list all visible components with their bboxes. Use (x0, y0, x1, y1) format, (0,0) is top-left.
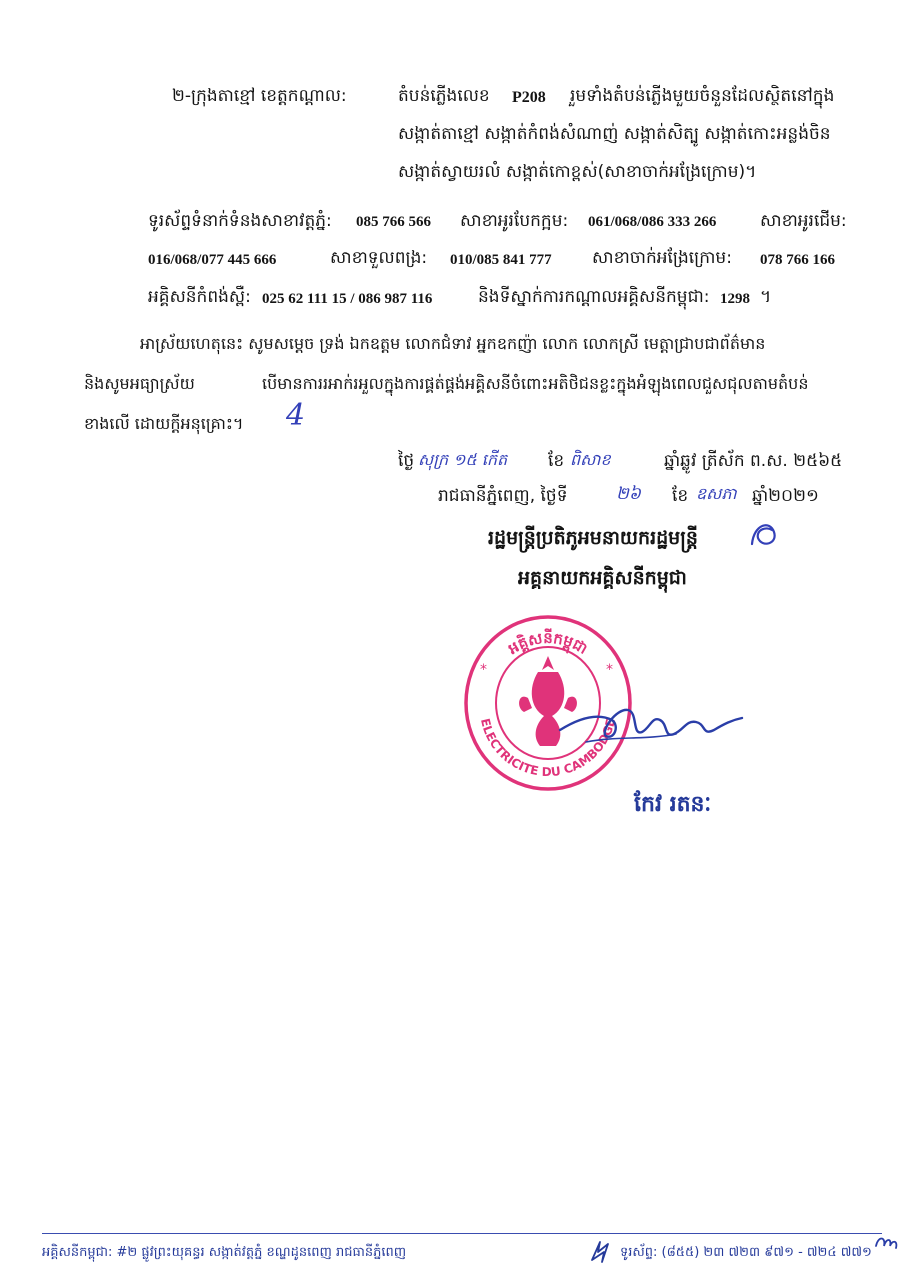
signatory-title-minister: រដ្ឋមន្ត្រីប្រតិភូអមនាយករដ្ឋមន្ត្រី (488, 527, 698, 549)
contact-number-kampong-speu: 025 62 111 15 / 086 987 116 (262, 291, 433, 307)
contact-number-ou-cheum: 016/068/077 445 666 (148, 252, 277, 268)
contact-number-toul-pong-ro: 010/085 841 777 (450, 252, 552, 268)
lunar-day-prefix: ថ្ងៃ (398, 451, 415, 471)
initial-mark-icon (744, 514, 784, 554)
contact-label-kampong-speu: អគ្គិសនីកំពង់ស្ពឺ: (148, 287, 251, 307)
signature-icon (556, 690, 746, 760)
closing-line2b: បើមានការរអាក់រអួលក្នុងការផ្គត់ផ្គង់អគ្គិសនីចំពោះអតិថិជនខ្លះក្នុងអំឡុងពេលជួសជុលតាមតំបន់ (262, 374, 809, 393)
handwritten-initial: 4 (286, 398, 306, 433)
svg-text:*: * (606, 662, 613, 678)
stamp-text-top: អគ្គិសនីកម្ពុជា (504, 629, 591, 658)
area-code: P208 (512, 89, 546, 106)
svg-text:*: * (480, 662, 487, 678)
closing-line1: អាស្រ័យហេតុនេះ សូមសម្តេច ទ្រង់ ឯកឧត្តម លោកជំទាវ អ្នកឧកញ៉ា លោក លោកស្រី មេត្តាជ្រាបជាព័ត៌មាន (140, 334, 766, 353)
footer-divider (42, 1233, 882, 1234)
contact-label-ou-baek-kaam: សាខាអូរបែកក្អម: (460, 211, 569, 231)
footer-initial-icon (872, 1232, 900, 1254)
contact-label-ou-cheum: សាខាអូរជើម: (760, 211, 847, 231)
contact-number-ou-baek-kaam: 061/068/086 333 266 (588, 214, 717, 230)
edc-logo-icon (588, 1240, 614, 1264)
solar-day: ២៦ (616, 484, 641, 504)
signatory-name: កែវ រតនៈ (634, 792, 712, 817)
contact-label-toul-pong-ro: សាខាទួលពង្រ: (330, 248, 428, 268)
contact-end-mark: ។ (760, 287, 772, 307)
solar-month-prefix: ខែ (672, 486, 689, 506)
footer-address: អគ្គិសនីកម្ពុជា: #២ ផ្លូវព្រះយុគន្ធរ សង្កាត់វត្តភ្នំ ខណ្ឌដូនពេញ រាជធានីភ្នំពេញ (42, 1245, 407, 1260)
contact-number-wat-phnom: 085 766 566 (356, 214, 431, 230)
contact-label-wat-phnom: ទូរស័ព្ទទំនាក់ទំនងសាខាវត្តភ្នំ: (148, 211, 332, 231)
section-line3: សង្កាត់ស្វាយរលំ សង្កាត់កោខ្ពស់(សាខាចាក់អង្រែក្រោម)។ (398, 162, 757, 182)
section-line2: សង្កាត់តាខ្មៅ សង្កាត់កំពង់សំណាញ់ សង្កាត់សិត្បូ សង្កាត់កោះអន្លង់ចិន (398, 124, 831, 144)
footer-phone: ទូរស័ព្ទ: (៨៥៥) ២៣ ៧២៣ ៩៧១ - ៧២៤ ៧៧១ (620, 1245, 872, 1260)
lunar-month: ពិសាខ (570, 450, 611, 469)
lunar-month-prefix: ខែ (548, 451, 565, 471)
contact-label-chak-angre: សាខាចាក់អង្រែក្រោម: (592, 248, 732, 268)
contact-number-chak-angre: 078 766 166 (760, 252, 835, 268)
contact-label-headquarters: និងទីស្នាក់ការកណ្តាលអគ្គិសនីកម្ពុជា: (478, 287, 710, 307)
closing-line3: ខាងលើ ដោយក្តីអនុគ្រោះ។ (84, 414, 244, 433)
lunar-year: ឆ្នាំឆ្លូវ ត្រីស័ក ព.ស. ២៥៦៥ (664, 451, 843, 471)
closing-line2a: និងសូមអធ្យាស្រ័យ (84, 374, 195, 393)
section-line1-label: តំបន់ភ្លើងលេខ (398, 86, 490, 106)
section-line1b: រួមទាំងតំបន់ភ្លើងមួយចំនួនដែលស្ថិតនៅក្នុង (570, 86, 835, 106)
solar-year: ឆ្នាំ២០២១ (752, 486, 819, 506)
signatory-title-director: អគ្គនាយកអគ្គិសនីកម្ពុជា (518, 567, 687, 589)
stamp-text-bottom: ELECTRICITE DU CAMBODGE (477, 717, 619, 780)
section-heading: ២-ក្រុងតាខ្មៅ ខេត្តកណ្តាល: (172, 86, 347, 106)
lunar-day: សុក្រ ១៥ កើត (418, 450, 508, 469)
solar-month: ឧសភា (696, 484, 737, 503)
contact-number-hotline: 1298 (720, 291, 750, 307)
solar-date-prefix: រាជធានីភ្នំពេញ, ថ្ងៃទី (438, 486, 568, 506)
